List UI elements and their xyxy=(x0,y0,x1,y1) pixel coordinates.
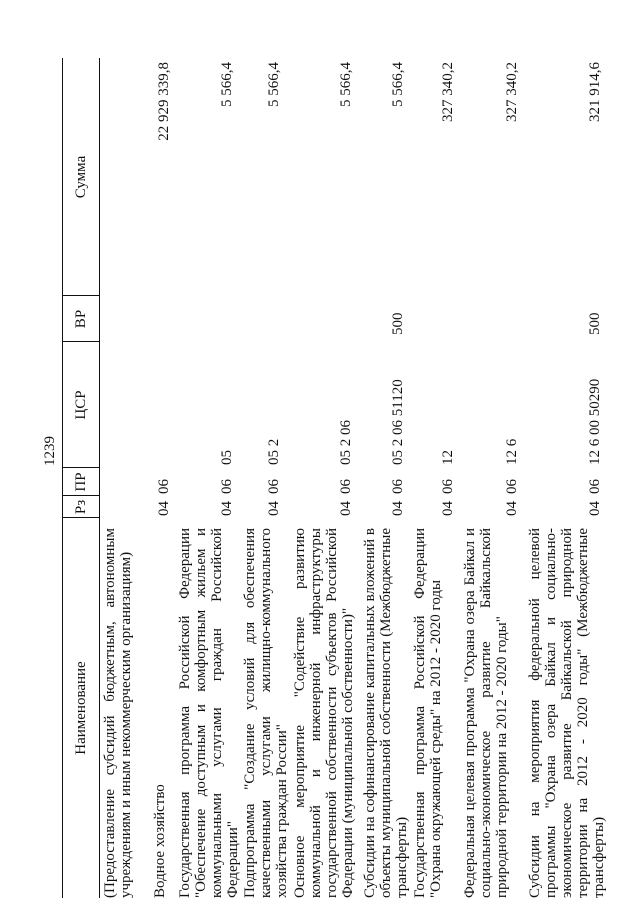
header-sum: Сумма xyxy=(73,155,89,199)
row-pr: 06 xyxy=(156,479,172,494)
row-pr: 06 xyxy=(338,479,354,494)
row-pr: 06 xyxy=(440,479,456,494)
row-name: Государственная программа Российской Федерации "Охрана окружающей среды" на 2012 - 2020 годы xyxy=(412,528,444,898)
row-vr: 500 xyxy=(587,312,603,335)
row-csr: 12 xyxy=(440,450,456,465)
row-csr: 12 6 00 50290 xyxy=(587,378,603,465)
row-pr: 06 xyxy=(390,479,406,494)
header-vr: ВР xyxy=(73,309,89,329)
row-sum: 5 566,4 xyxy=(219,62,235,107)
row-pr: 06 xyxy=(266,479,282,494)
row-rz: 04 xyxy=(587,501,603,516)
row-rz: 04 xyxy=(440,501,456,516)
row-name: Подпрограмма "Создание условий для обеспечения качественными услугами жилищно-коммунального хозяйства граждан России" xyxy=(242,528,290,898)
row-rz: 04 xyxy=(390,501,406,516)
table-row xyxy=(527,58,607,898)
row-rz: 04 xyxy=(266,501,282,516)
budget-table xyxy=(62,58,606,898)
row-name: Федеральная целевая программа "Охрана озера Байкал и социально-экономическое развитие Байкальской природной территории на 2012 - 2020 годы" xyxy=(462,528,510,898)
row-sum: 5 566,4 xyxy=(390,62,406,107)
row-csr: 05 xyxy=(219,450,235,465)
table-row xyxy=(242,58,290,898)
row-name: Основное мероприятие "Содействие развитию коммунальной и инженерной инфраструктуры государственной собственности субъектов Российской Федерации (муниципальной собственности)" xyxy=(292,528,356,898)
table-row xyxy=(177,58,241,898)
row-sum: 5 566,4 xyxy=(266,62,282,107)
row-csr: 05 2 xyxy=(266,438,282,465)
row-name: Водное хозяйство xyxy=(152,784,168,898)
row-name: (Предоставление субсидий бюджетным, автономным учреждениям и иным некоммерческим организациям) xyxy=(102,528,134,898)
header-rz: Рз xyxy=(73,499,89,515)
table-row xyxy=(462,58,520,898)
row-sum: 22 929 339,8 xyxy=(156,62,172,141)
table-row xyxy=(292,58,354,898)
row-sum: 5 566,4 xyxy=(338,62,354,107)
row-sum: 327 340,2 xyxy=(440,62,456,122)
row-sum: 321 914,6 xyxy=(587,62,603,122)
row-rz: 04 xyxy=(219,501,235,516)
page-number: 1239 xyxy=(42,436,58,466)
row-csr: 12 6 xyxy=(504,438,520,465)
row-sum: 327 340,2 xyxy=(504,62,520,122)
row-csr: 05 2 06 xyxy=(338,420,354,465)
row-pr: 06 xyxy=(504,479,520,494)
row-name: Субсидии на мероприятия федеральной целевой программы "Охрана озера Байкал и социально-экономическое развитие Байкальской природной территории на 2012 - 2020 годы" (Межбюджетные трансферты) xyxy=(527,528,607,898)
header-name: Наименование xyxy=(73,661,89,755)
table-row xyxy=(362,58,410,898)
row-pr: 06 xyxy=(219,479,235,494)
row-rz: 04 xyxy=(156,501,172,516)
row-rz: 04 xyxy=(504,501,520,516)
table-row xyxy=(152,58,172,898)
table-header xyxy=(62,58,100,898)
row-pr: 06 xyxy=(587,479,603,494)
row-csr: 05 2 06 51120 xyxy=(390,379,406,465)
table-row xyxy=(412,58,456,898)
row-name: Государственная программа Российской Федерации "Обеспечение доступным и комфортным жильем и коммунальными услугами граждан Российской Федерации" xyxy=(177,528,241,898)
row-name: Субсидии на софинансирование капитальных вложений в объекты муниципальной собственности (Межбюджетные трансферты) xyxy=(362,528,410,898)
row-rz: 04 xyxy=(338,501,354,516)
row-vr: 500 xyxy=(390,312,406,335)
header-pr: ПР xyxy=(73,472,89,492)
header-csr: ЦСР xyxy=(73,390,89,420)
table-row xyxy=(102,58,136,898)
